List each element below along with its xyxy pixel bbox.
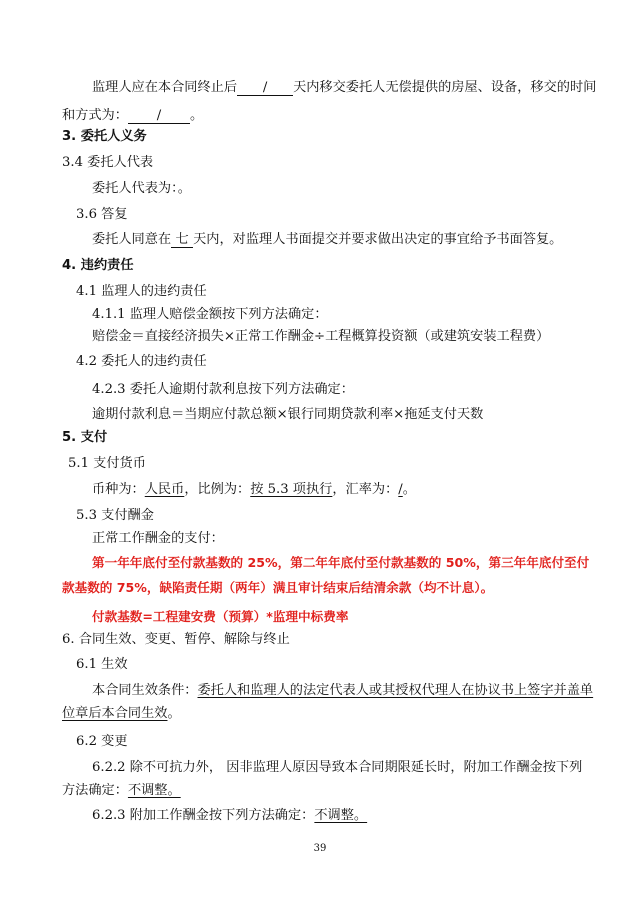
section-4-2-heading: 4.2 委托人的违约责任: [76, 354, 207, 369]
payment-base-formula: 付款基数=工程建安费（预算）*监理中标费率: [92, 609, 349, 624]
section-5-3-heading: 5.3 支付酬金: [76, 508, 154, 523]
section-6-heading: 6. 合同生效、变更、暂停、解除与终止: [62, 632, 290, 647]
section-3-6-text: [92, 231, 562, 249]
section-6-1-text: [92, 682, 593, 700]
transfer-clause-line-2: [62, 107, 203, 125]
section-4-1-heading: 4.1 监理人的违约责任: [76, 284, 207, 299]
text-segment: 6.2.3 附加工作酬金按下列方法确定：: [92, 808, 315, 823]
text-segment: ，汇率为：: [332, 482, 399, 497]
section-3-heading: 3. 委托人义务: [62, 129, 147, 144]
exchange-rate-value: /: [398, 482, 403, 497]
effective-condition-cont: 位章后本合同生效: [62, 706, 168, 721]
text-segment: 监理人应在本合同终止后: [92, 80, 238, 95]
section-3-4-heading: 3.4 委托人代表: [62, 155, 154, 170]
text-segment: 本合同生效条件：: [92, 683, 198, 698]
section-6-2-2-text: 6.2.2 除不可抗力外， 因非监理人原因导致本合同期限延长时，附加工作酬金按下列: [92, 760, 583, 775]
blank-method: /: [128, 108, 190, 124]
transfer-clause-line-1: [92, 79, 596, 97]
blank-days: /: [237, 80, 293, 96]
page-number: 39: [313, 843, 327, 854]
currency-value: 人民币: [144, 482, 185, 497]
text-segment: 天内移交委托人无偿提供的房屋、设备，移交的时间: [293, 80, 597, 95]
text-segment: 。: [189, 108, 204, 123]
blank-reply-days: 七: [171, 232, 193, 248]
section-6-2-2-text-cont: [62, 782, 181, 800]
section-6-1-text-cont: [62, 705, 181, 723]
ratio-value: 按 5.3 项执行: [250, 482, 333, 497]
section-4-2-3-heading: 4.2.3 委托人逾期付款利息按下列方法确定：: [92, 382, 354, 397]
effective-condition: 委托人和监理人的法定代表人或其授权代理人在协议书上签字并盖单: [197, 683, 594, 698]
text-segment: 方法确定：: [62, 783, 128, 798]
text-segment: 委托人同意在: [92, 232, 172, 247]
section-4-2-3-formula: 逾期付款利息＝当期应付款总额×银行同期贷款利率×拖延支付天数: [92, 407, 484, 422]
text-segment: 天内，对监理人书面提交并要求做出决定的事宜给予书面答复。: [193, 232, 563, 247]
section-4-1-1-heading: 4.1.1 监理人赔偿金额按下列方法确定：: [92, 307, 328, 322]
section-5-3-text: 正常工作酬金的支付：: [92, 531, 224, 546]
section-6-2-heading: 6.2 变更: [76, 734, 128, 749]
section-6-1-heading: 6.1 生效: [76, 657, 128, 672]
section-3-4-text: 委托人代表为：。: [92, 181, 191, 196]
payment-schedule-line-1: 第一年年底付至付款基数的 25%，第二年年底付至付款基数的 50%，第三年年底付至付: [92, 555, 590, 570]
section-5-heading: 5. 支付: [62, 430, 108, 445]
text-segment: 。: [167, 706, 181, 721]
section-4-heading: 4. 违约责任: [62, 258, 134, 273]
section-3-6-heading: 3.6 答复: [76, 207, 128, 222]
text-segment: 。: [402, 482, 416, 497]
text-segment: ，比例为：: [184, 482, 251, 497]
method-value: 不调整。: [314, 808, 368, 823]
payment-schedule-line-2: 款基数的 75%，缺陷责任期（两年）满且审计结束后结清余款（均不计息）。: [62, 580, 494, 595]
section-5-1-text: [92, 481, 416, 499]
text-segment: 和方式为：: [62, 108, 128, 123]
method-value: 不调整。: [127, 783, 181, 798]
section-5-1-heading: 5.1 支付货币: [68, 456, 146, 471]
section-4-1-1-formula: 赔偿金＝直接经济损失×正常工作酬金÷工程概算投资额（或建筑安装工程费）: [92, 329, 550, 344]
section-6-2-3-text: [92, 807, 367, 825]
text-segment: 币种为：: [92, 482, 145, 497]
